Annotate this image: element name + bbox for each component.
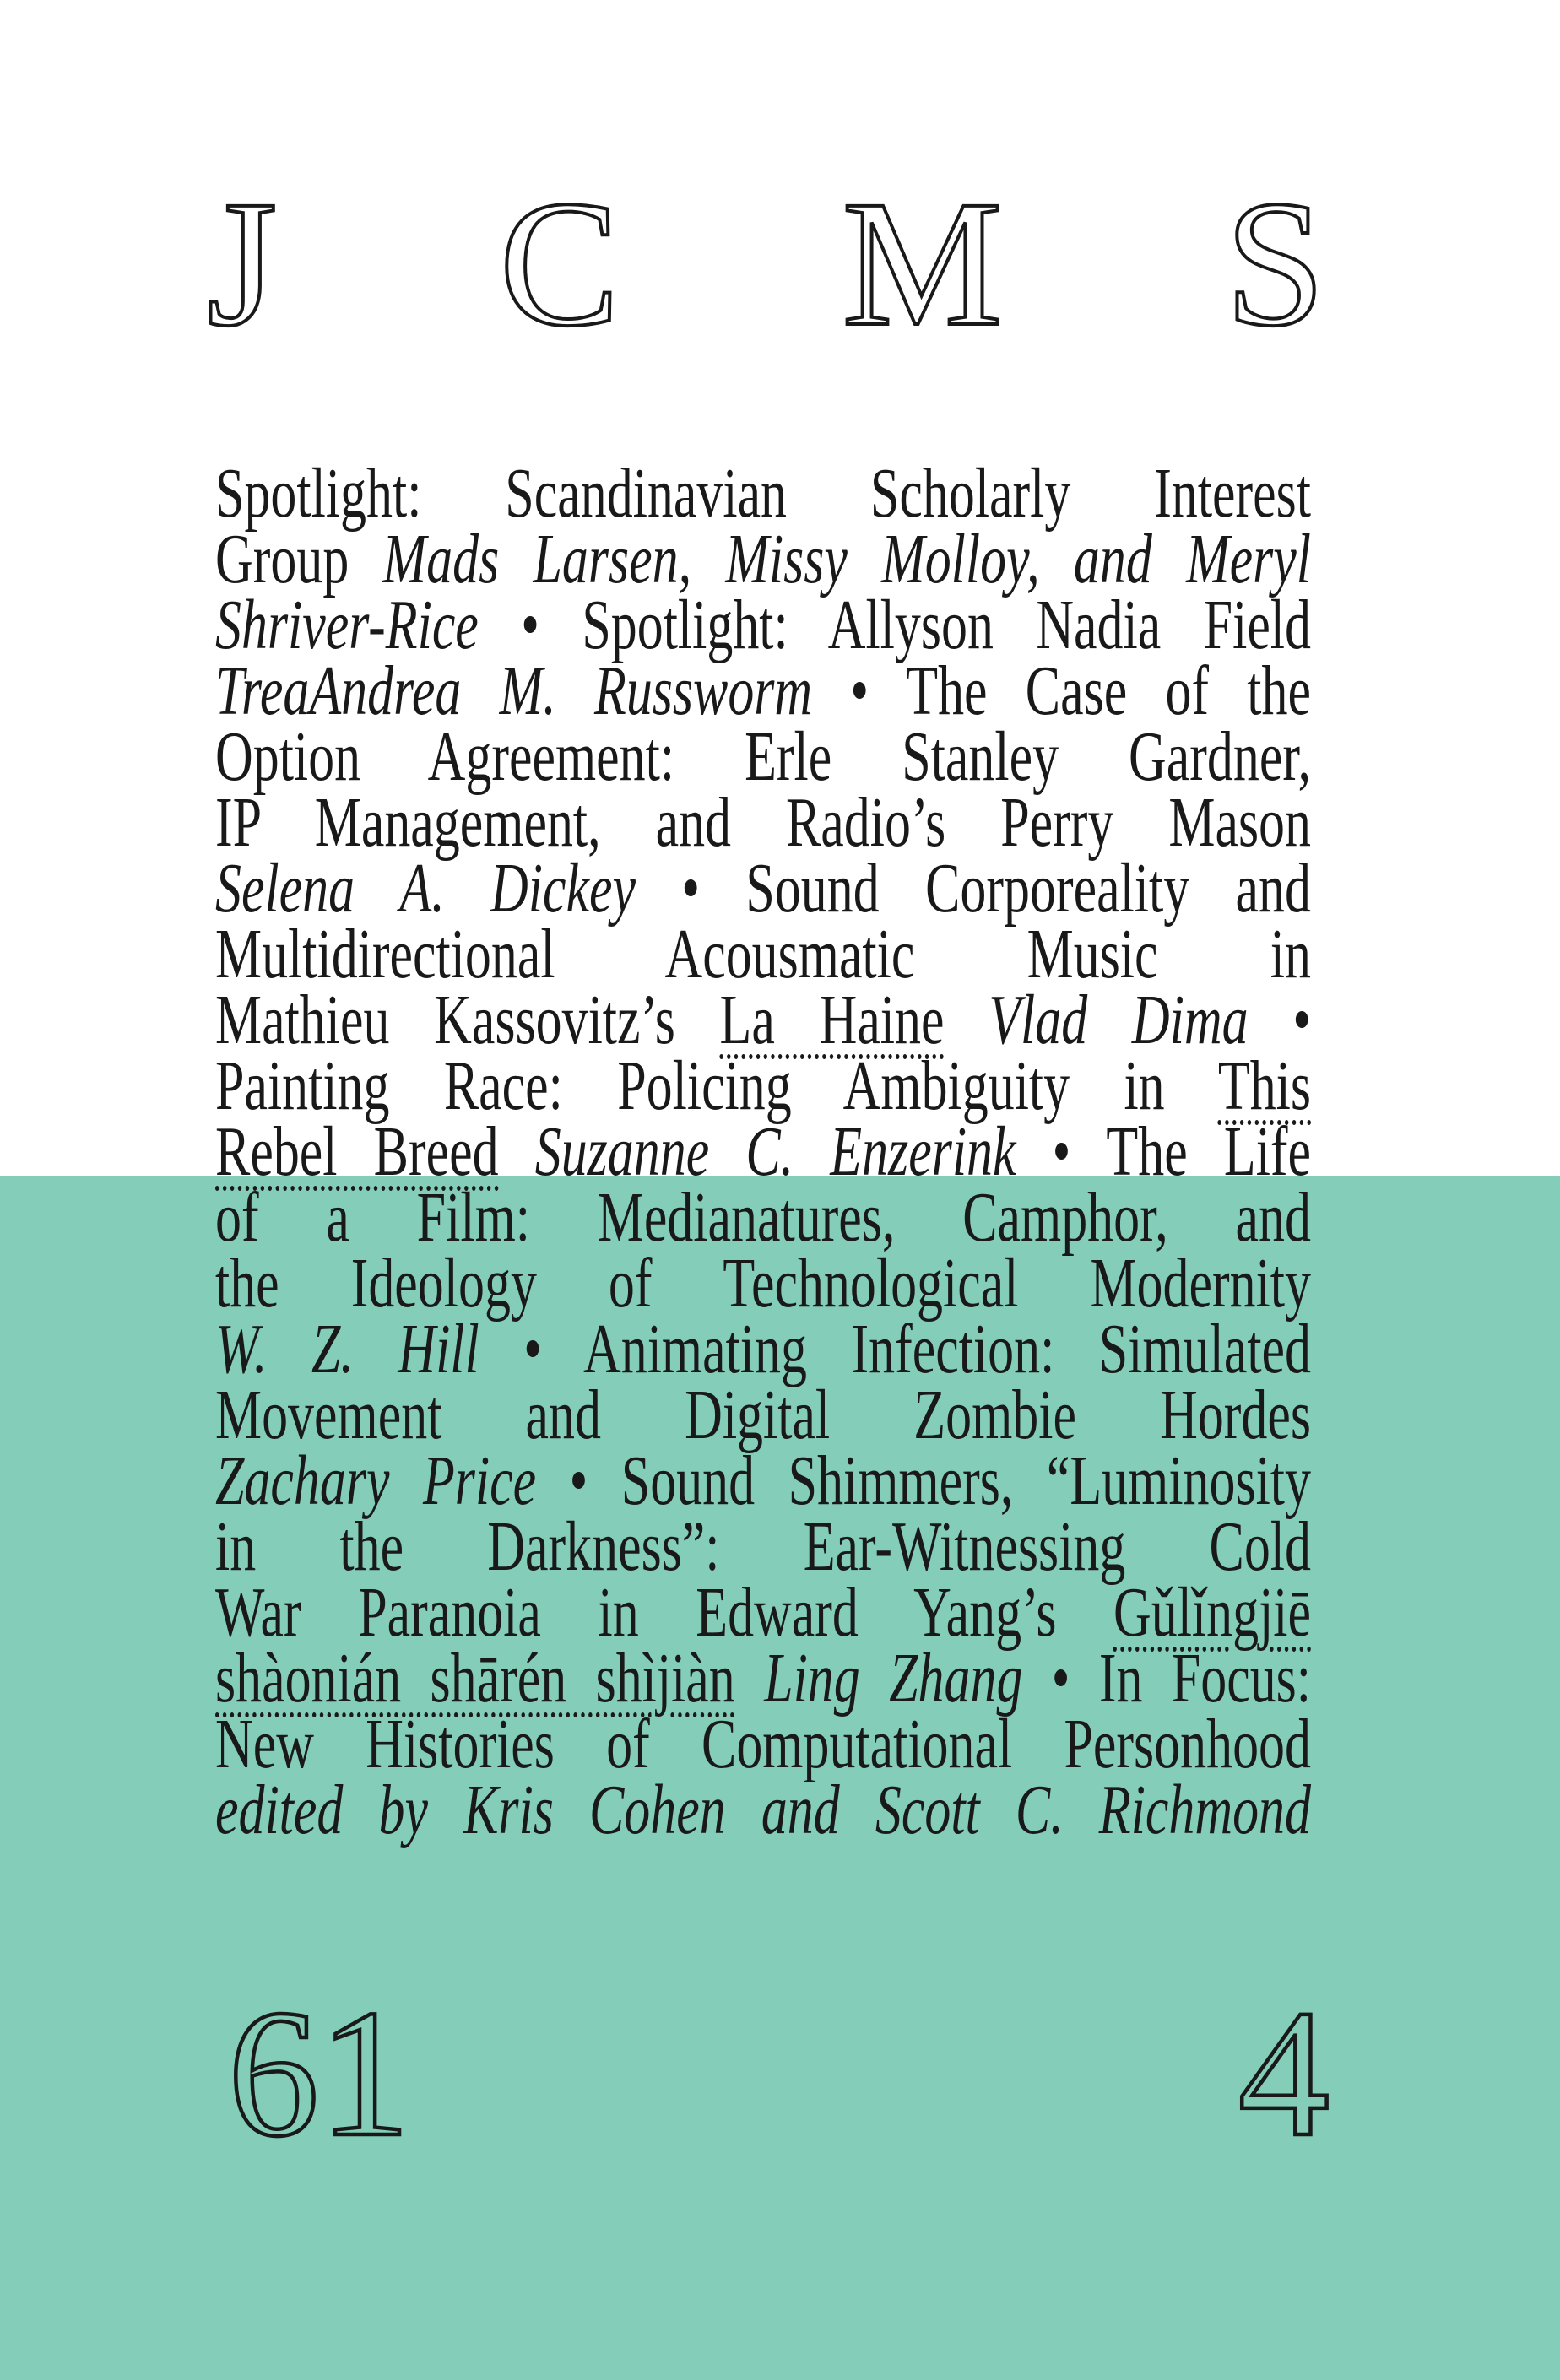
contents-line — [215, 652, 1311, 730]
contents-text-segment: Mathieu Kassovitz’s — [215, 981, 720, 1059]
contents-line — [215, 454, 1311, 533]
author-name: Vlad Dima — [989, 981, 1249, 1059]
journal-logo — [207, 164, 1325, 364]
author-name: Suzanne C. Enzerink — [534, 1112, 1016, 1191]
contents-line — [215, 1639, 1311, 1717]
contents-line — [215, 520, 1311, 598]
logo-letter-m: M — [842, 164, 1003, 364]
author-name: Shriver-Rice — [215, 586, 479, 664]
logo-letter-j: J — [207, 164, 278, 364]
film-title: This — [1217, 1047, 1311, 1125]
contents-text-segment: Spotlight: Scandinavian Scholarly Interest — [215, 454, 1311, 533]
film-title: Gǔlǐngjiē — [1113, 1573, 1311, 1652]
logo-letter-s: S — [1224, 164, 1325, 364]
film-title: Rebel Breed — [215, 1112, 499, 1191]
contents-line — [215, 717, 1311, 796]
author-name: Mads Larsen, Missy Molloy, and Meryl — [382, 520, 1311, 598]
contents-line — [215, 1771, 1311, 1849]
contents-text-segment: Group — [215, 520, 383, 598]
contents-text-segment: • The Life — [1016, 1112, 1312, 1191]
contents-line — [215, 981, 1312, 1059]
contents-text-segment: • — [1248, 981, 1312, 1059]
contents-line — [215, 1573, 1311, 1652]
issue-number: 4 — [1238, 1972, 1330, 2174]
contents-text-segment: • The Case of the — [812, 652, 1311, 730]
contents-text-segment: Movement and Digital Zombie Hordes — [215, 1376, 1311, 1454]
contents-line — [215, 1244, 1311, 1323]
contents-text — [215, 454, 1312, 1849]
author-name: TreaAndrea M. Russworm — [215, 652, 813, 730]
logo-letter-c: C — [499, 164, 620, 364]
contents-line — [215, 1376, 1311, 1454]
contents-line — [215, 1178, 1311, 1257]
contents-line — [215, 915, 1311, 993]
author-name: Zachary Price — [215, 1442, 537, 1520]
contents-text-segment: • Sound Shimmers, “Luminosity — [536, 1442, 1311, 1520]
contents-text-segment: • In Focus: — [1022, 1639, 1311, 1717]
author-name: W. Z. Hill — [215, 1310, 479, 1388]
contents-text-segment: Painting Race: Policing Ambiguity in — [215, 1047, 1218, 1125]
contents-text-segment: • Animating Infection: Simulated — [479, 1310, 1312, 1388]
volume-issue-row — [228, 1972, 1330, 2174]
contents-text-segment: New Histories of Computational Personhood — [215, 1705, 1311, 1783]
contents-line — [215, 783, 1311, 862]
contents-line — [215, 1310, 1312, 1388]
contents-line — [215, 1112, 1312, 1191]
contents-text-segment: IP Management, and Radio’s Perry Mason — [215, 783, 1311, 862]
contents-line — [215, 586, 1311, 664]
contents-line — [215, 1705, 1311, 1783]
contents-text-segment: • Sound Corporeality and — [635, 849, 1311, 928]
contents-text-segment: the Ideology of Technological Modernity — [215, 1244, 1311, 1323]
author-name: Selena A. Dickey — [215, 849, 636, 928]
contents-text-segment: in the Darkness”: Ear-Witnessing Cold — [215, 1507, 1311, 1586]
contents-text-segment: War Paranoia in Edward Yang’s — [215, 1573, 1113, 1652]
contents-line — [215, 1442, 1311, 1520]
author-name: edited by Kris Cohen and Scott C. Richmond — [215, 1771, 1311, 1849]
contents-line — [215, 849, 1311, 928]
contents-text-segment: • Spotlight: Allyson Nadia Field — [478, 586, 1311, 664]
film-title: shàonián shārén shìjiàn — [215, 1639, 735, 1717]
contents-line — [215, 1507, 1311, 1586]
author-name: Ling Zhang — [764, 1639, 1023, 1717]
contents-text-segment: Option Agreement: Erle Stanley Gardner, — [215, 717, 1311, 796]
contents-text-segment: Multidirectional Acousmatic Music in — [215, 915, 1311, 993]
contents-text-segment: of a Film: Medianatures, Camphor, and — [215, 1178, 1311, 1257]
film-title: La Haine — [719, 981, 945, 1059]
volume-number: 61 — [228, 1972, 410, 2174]
contents-line — [215, 1047, 1311, 1125]
